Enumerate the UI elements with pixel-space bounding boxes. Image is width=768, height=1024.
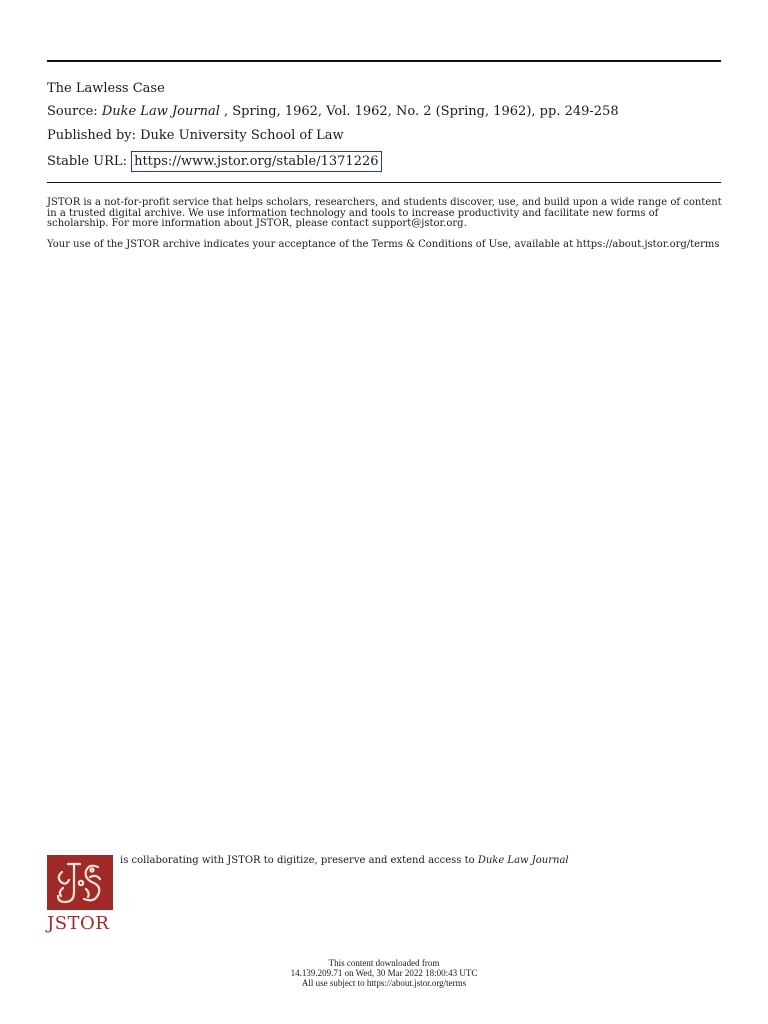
- collaboration-statement: [120, 855, 569, 866]
- jstor-notice: JSTOR is a not-for-profit service that helps scholars, researchers, and students discover, use, and build upon a wide range of content in a trusted digital archive. We use information technology and tools to increase productivity and facilitate new forms of scholarship. For more information about JSTOR, please contact support@jstor.org.: [47, 197, 722, 229]
- jstor-wordmark: JSTOR: [47, 913, 110, 934]
- download-footer: [0, 958, 768, 988]
- terms-notice: Your use of the JSTOR archive indicates your acceptance of the Terms & Conditions of Use, available at https://about.jstor.org/terms: [47, 239, 720, 250]
- source-journal: Duke Law Journal: [101, 104, 220, 119]
- top-rule: [47, 60, 721, 62]
- source-label: Source:: [47, 104, 102, 119]
- jstor-logo: [47, 855, 115, 934]
- article-source: [47, 103, 619, 120]
- collaboration-text: is collaborating with JSTOR to digitize, preserve and extend access to: [120, 855, 478, 866]
- jstor-emblem-icon: [47, 855, 113, 910]
- article-publisher: Published by: Duke University School of Law: [47, 128, 344, 143]
- stable-url-link[interactable]: https://www.jstor.org/stable/1371226: [131, 151, 381, 172]
- collaboration-journal: Duke Law Journal: [477, 855, 569, 866]
- article-title: The Lawless Case: [47, 81, 165, 96]
- source-details: , Spring, 1962, Vol. 1962, No. 2 (Spring, 1962), pp. 249-258: [219, 104, 619, 119]
- footer-line-3: All use subject to https://about.jstor.org/terms: [301, 978, 467, 988]
- stable-url-label: Stable URL:: [47, 154, 132, 169]
- stable-url-row: [47, 151, 382, 172]
- footer-line-1: This content downloaded from: [328, 958, 440, 968]
- divider-rule: [47, 182, 721, 183]
- footer-line-2: 14.139.209.71 on Wed, 30 Mar 2022 18:00:43 UTC: [290, 968, 478, 978]
